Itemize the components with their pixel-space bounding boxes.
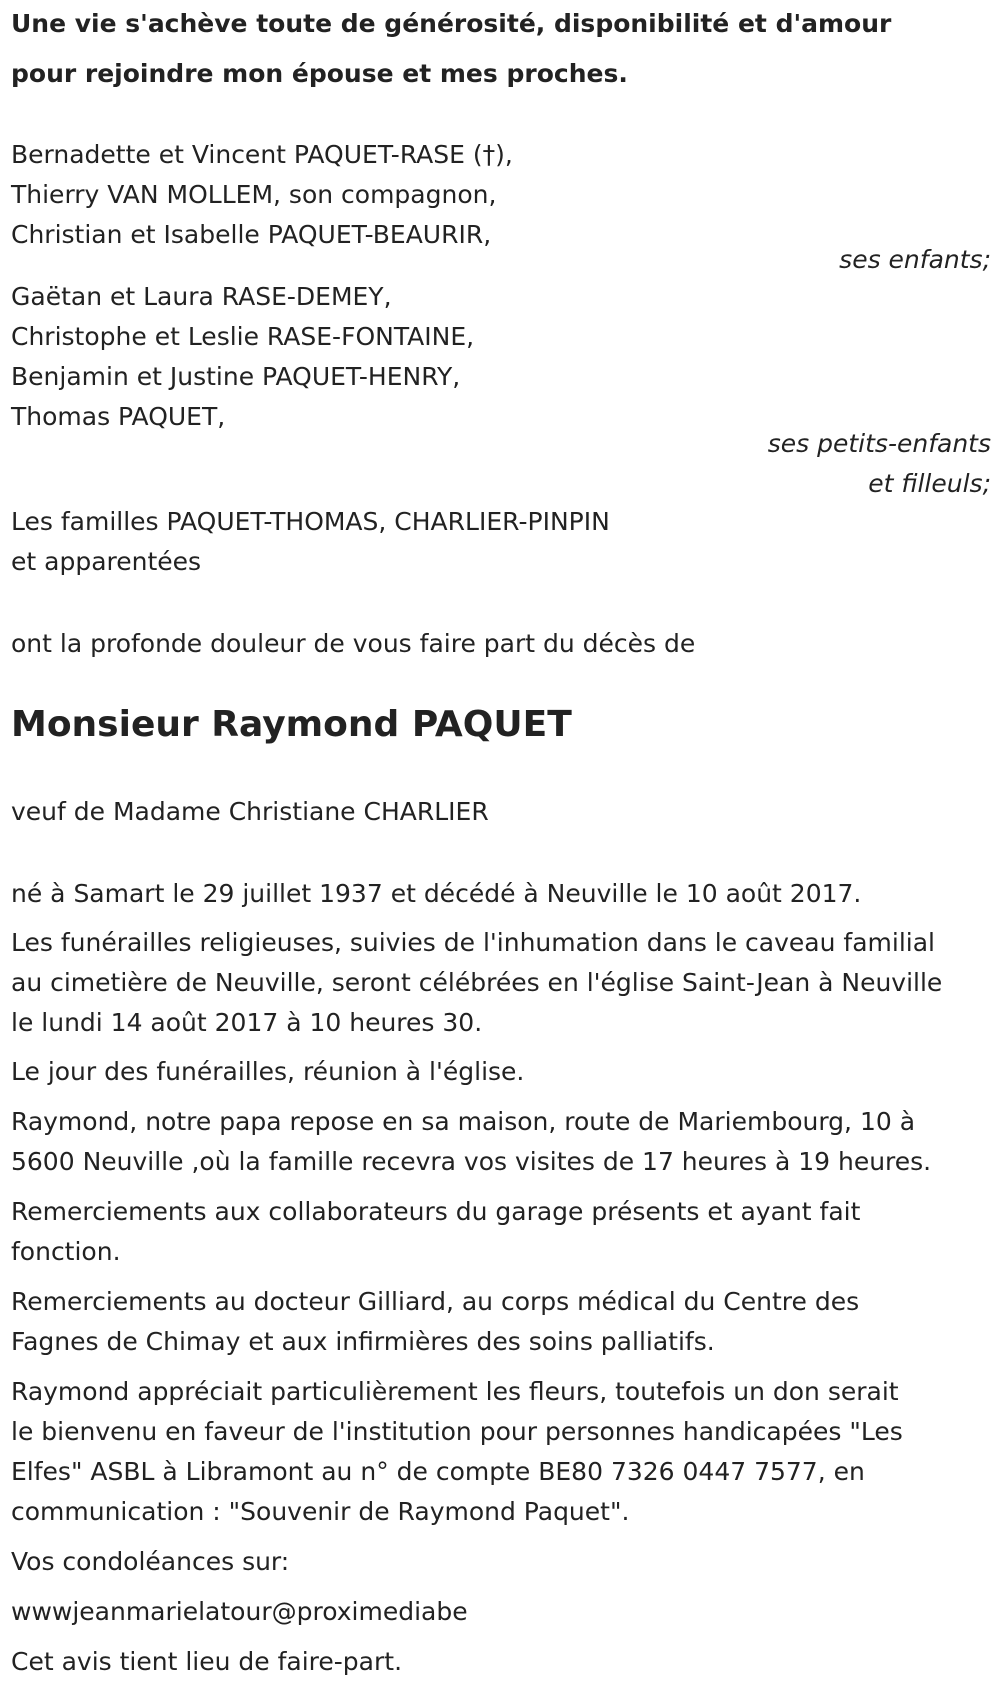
grandchildren-role-line-2: et filleuls; bbox=[868, 469, 991, 498]
funeral-line: le lundi 14 août 2017 à 10 heures 30. bbox=[11, 1008, 483, 1037]
funeral-details bbox=[11, 923, 996, 1043]
deceased-name: Monsieur Raymond PAQUET bbox=[11, 704, 572, 745]
grandchildren-name: Christophe et Leslie RASE-FONTAINE, bbox=[11, 322, 475, 351]
thanks-medical-line: Fagnes de Chimay et aux infirmières des soins palliatifs. bbox=[11, 1327, 715, 1356]
closing-note: Cet avis tient lieu de faire-part. bbox=[11, 1647, 403, 1676]
thanks-medical bbox=[11, 1282, 996, 1362]
flowers-line: communication : "Souvenir de Raymond Paquet". bbox=[11, 1497, 630, 1526]
children-name: Thierry VAN MOLLEM, son compagnon, bbox=[11, 180, 497, 209]
birth-death: né à Samart le 29 juillet 1937 et décédé à Neuville le 10 août 2017. bbox=[11, 879, 862, 908]
thanks-garage-line: fonction. bbox=[11, 1237, 121, 1266]
rest-line: Raymond, notre papa repose en sa maison, route de Mariembourg, 10 à bbox=[11, 1107, 916, 1136]
thanks-garage-line: Remerciements aux collaborateurs du garage présents et ayant fait bbox=[11, 1197, 861, 1226]
flowers-donation bbox=[11, 1372, 996, 1532]
rest-details bbox=[11, 1102, 996, 1182]
grandchildren-name: Thomas PAQUET, bbox=[11, 402, 226, 431]
children-name: Christian et Isabelle PAQUET-BEAURIR, bbox=[11, 220, 492, 249]
announcement: ont la profonde douleur de vous faire part du décès de bbox=[11, 629, 696, 658]
widower-of: veuf de Madame Christiane CHARLIER bbox=[11, 797, 489, 826]
flowers-line: le bienvenu en faveur de l'institution pour personnes handicapées "Les bbox=[11, 1417, 903, 1446]
funeral-line: Les funérailles religieuses, suivies de l'inhumation dans le caveau familial bbox=[11, 928, 935, 957]
rest-line: 5600 Neuville ,où la famille recevra vos visites de 17 heures à 19 heures. bbox=[11, 1147, 932, 1176]
children-name: Bernadette et Vincent PAQUET-RASE (†), bbox=[11, 140, 513, 169]
grandchildren-role-line-1: ses petits-enfants bbox=[767, 429, 991, 458]
families-line-2: et apparentées bbox=[11, 547, 202, 576]
condolences-address[interactable]: wwwjeanmarielatour@proximediabe bbox=[11, 1597, 468, 1626]
thanks-garage bbox=[11, 1192, 996, 1272]
intro-line-2: pour rejoindre mon épouse et mes proches. bbox=[11, 59, 628, 88]
families bbox=[11, 502, 991, 582]
condolences-label: Vos condoléances sur: bbox=[11, 1547, 290, 1576]
families-line-1: Les familles PAQUET-THOMAS, CHARLIER-PINPIN bbox=[11, 507, 610, 536]
flowers-line: Raymond appréciait particulièrement les fleurs, toutefois un don serait bbox=[11, 1377, 899, 1406]
intro-line-1: Une vie s'achève toute de générosité, disponibilité et d'amour bbox=[11, 9, 892, 38]
funeral-line: au cimetière de Neuville, seront célébrées en l'église Saint-Jean à Neuville bbox=[11, 968, 943, 997]
children-list bbox=[11, 135, 991, 255]
grandchildren-name: Gaëtan et Laura RASE-DEMEY, bbox=[11, 282, 392, 311]
grandchildren-list bbox=[11, 277, 991, 437]
children-role: ses enfants; bbox=[839, 245, 991, 274]
flowers-line: Elfes" ASBL à Libramont au n° de compte BE80 7326 0447 7577, en bbox=[11, 1457, 865, 1486]
grandchildren-name: Benjamin et Justine PAQUET-HENRY, bbox=[11, 362, 461, 391]
meeting: Le jour des funérailles, réunion à l'église. bbox=[11, 1057, 525, 1086]
thanks-medical-line: Remerciements au docteur Gilliard, au corps médical du Centre des bbox=[11, 1287, 860, 1316]
